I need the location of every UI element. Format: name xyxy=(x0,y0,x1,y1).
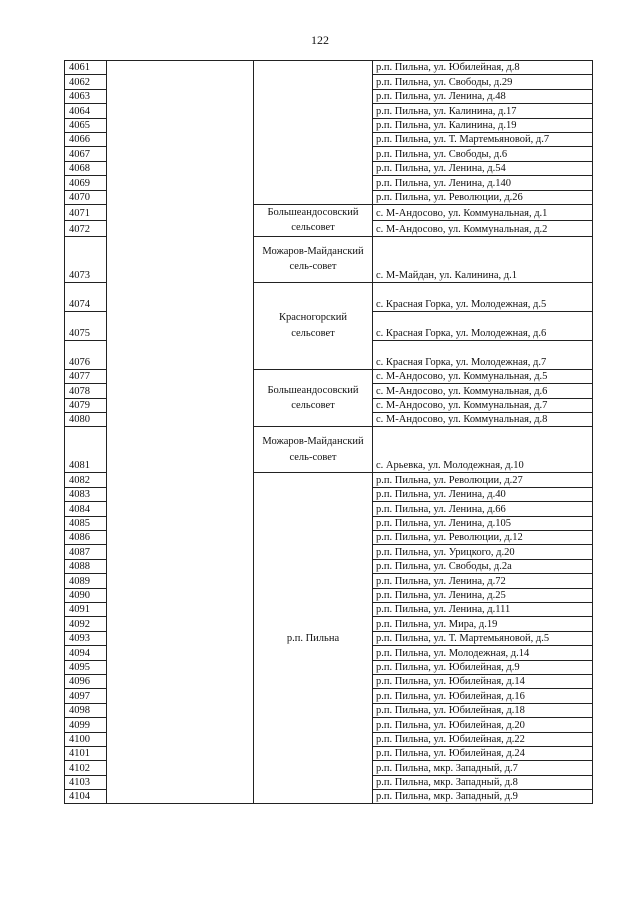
address-cell: р.п. Пильна, ул. Юбилейная, д.20 xyxy=(373,718,593,732)
page-number: 122 xyxy=(311,33,329,47)
address-cell: р.п. Пильна, ул. Юбилейная, д.8 xyxy=(373,61,593,75)
station-number: 4102 xyxy=(65,761,107,775)
station-number: 4085 xyxy=(65,516,107,530)
address-cell: р.п. Пильна, ул. Ленина, д.54 xyxy=(373,161,593,175)
address-cell: р.п. Пильна, ул. Революции, д.26 xyxy=(373,190,593,204)
address-cell: р.п. Пильна, мкр. Западный, д.7 xyxy=(373,761,593,775)
station-number: 4065 xyxy=(65,118,107,132)
station-number: 4068 xyxy=(65,161,107,175)
station-number: 4084 xyxy=(65,502,107,516)
address-cell: р.п. Пильна, ул. Ленина, д.72 xyxy=(373,574,593,588)
station-number: 4073 xyxy=(65,236,107,282)
address-cell: р.п. Пильна, ул. Ленина, д.140 xyxy=(373,176,593,190)
address-cell: р.п. Пильна, ул. Молодежная, д.14 xyxy=(373,646,593,660)
address-cell: р.п. Пильна, ул. Юбилейная, д.18 xyxy=(373,703,593,717)
station-number: 4066 xyxy=(65,132,107,146)
station-number: 4075 xyxy=(65,311,107,340)
address-cell: р.п. Пильна, ул. Свободы, д.6 xyxy=(373,147,593,161)
address-cell: р.п. Пильна, ул. Т. Мартемьяновой, д.5 xyxy=(373,631,593,645)
address-cell: р.п. Пильна, ул. Калинина, д.19 xyxy=(373,118,593,132)
station-number: 4096 xyxy=(65,674,107,688)
table-row xyxy=(65,61,593,75)
station-number: 4083 xyxy=(65,487,107,501)
address-cell: р.п. Пильна, ул. Калинина, д.17 xyxy=(373,104,593,118)
station-number: 4103 xyxy=(65,775,107,789)
address-cell: р.п. Пильна, ул. Революции, д.27 xyxy=(373,473,593,487)
locality-cell: Можаров-Майданский сель-совет xyxy=(254,427,373,473)
locality-cell: р.п. Пильна xyxy=(254,473,373,804)
station-number: 4095 xyxy=(65,660,107,674)
station-number: 4078 xyxy=(65,384,107,398)
address-cell: с. М-Андосово, ул. Коммунальная, д.1 xyxy=(373,204,593,220)
station-number: 4061 xyxy=(65,61,107,75)
address-cell: р.п. Пильна, ул. Т. Мартемьяновой, д.7 xyxy=(373,132,593,146)
address-cell: р.п. Пильна, ул. Юбилейная, д.16 xyxy=(373,689,593,703)
address-cell: р.п. Пильна, ул. Ленина, д.40 xyxy=(373,487,593,501)
locality-cell: Красногорский сельсовет xyxy=(254,282,373,369)
locality-cell xyxy=(254,61,373,205)
address-cell: с. Красная Горка, ул. Молодежная, д.6 xyxy=(373,311,593,340)
station-number: 4092 xyxy=(65,617,107,631)
address-cell: с. Арьевка, ул. Молодежная, д.10 xyxy=(373,427,593,473)
station-number: 4079 xyxy=(65,398,107,412)
station-number: 4089 xyxy=(65,574,107,588)
station-number: 4094 xyxy=(65,646,107,660)
address-cell: р.п. Пильна, ул. Ленина, д.25 xyxy=(373,588,593,602)
station-number: 4093 xyxy=(65,631,107,645)
address-cell: р.п. Пильна, ул. Мира, д.19 xyxy=(373,617,593,631)
empty-district-column xyxy=(107,61,254,804)
station-number: 4082 xyxy=(65,473,107,487)
station-number: 4063 xyxy=(65,89,107,103)
locality-cell: Большеандосовский сельсовет xyxy=(254,369,373,427)
station-number: 4080 xyxy=(65,413,107,427)
address-cell: с. М-Андосово, ул. Коммунальная, д.6 xyxy=(373,384,593,398)
station-number: 4104 xyxy=(65,790,107,804)
locality-cell: Большеандосовский сельсовет xyxy=(254,204,373,236)
address-cell: с. М-Андосово, ул. Коммунальная, д.2 xyxy=(373,220,593,236)
station-number: 4101 xyxy=(65,746,107,760)
station-number: 4091 xyxy=(65,602,107,616)
polling-stations-table-container xyxy=(64,60,593,804)
address-cell: р.п. Пильна, мкр. Западный, д.8 xyxy=(373,775,593,789)
address-cell: р.п. Пильна, мкр. Западный, д.9 xyxy=(373,790,593,804)
address-cell: р.п. Пильна, ул. Свободы, д.2а xyxy=(373,559,593,573)
address-cell: с. Красная Горка, ул. Молодежная, д.5 xyxy=(373,282,593,311)
station-number: 4098 xyxy=(65,703,107,717)
address-cell: р.п. Пильна, ул. Юбилейная, д.9 xyxy=(373,660,593,674)
address-cell: с. М-Майдан, ул. Калинина, д.1 xyxy=(373,236,593,282)
station-number: 4076 xyxy=(65,340,107,369)
polling-stations-table xyxy=(64,60,593,804)
station-number: 4100 xyxy=(65,732,107,746)
station-number: 4086 xyxy=(65,531,107,545)
address-cell: р.п. Пильна, ул. Урицкого, д.20 xyxy=(373,545,593,559)
station-number: 4097 xyxy=(65,689,107,703)
address-cell: р.п. Пильна, ул. Юбилейная, д.14 xyxy=(373,674,593,688)
station-number: 4069 xyxy=(65,176,107,190)
station-number: 4088 xyxy=(65,559,107,573)
address-cell: р.п. Пильна, ул. Ленина, д.105 xyxy=(373,516,593,530)
address-cell: р.п. Пильна, ул. Юбилейная, д.22 xyxy=(373,732,593,746)
address-cell: с. М-Андосово, ул. Коммунальная, д.5 xyxy=(373,369,593,383)
address-cell: с. М-Андосово, ул. Коммунальная, д.8 xyxy=(373,413,593,427)
station-number: 4072 xyxy=(65,220,107,236)
address-cell: р.п. Пильна, ул. Ленина, д.66 xyxy=(373,502,593,516)
station-number: 4071 xyxy=(65,204,107,220)
address-cell: р.п. Пильна, ул. Юбилейная, д.24 xyxy=(373,746,593,760)
address-cell: с. Красная Горка, ул. Молодежная, д.7 xyxy=(373,340,593,369)
address-cell: с. М-Андосово, ул. Коммунальная, д.7 xyxy=(373,398,593,412)
station-number: 4067 xyxy=(65,147,107,161)
address-cell: р.п. Пильна, ул. Ленина, д.111 xyxy=(373,602,593,616)
station-number: 4074 xyxy=(65,282,107,311)
station-number: 4070 xyxy=(65,190,107,204)
locality-cell: Можаров-Майданский сель-совет xyxy=(254,236,373,282)
station-number: 4081 xyxy=(65,427,107,473)
station-number: 4090 xyxy=(65,588,107,602)
station-number: 4099 xyxy=(65,718,107,732)
station-number: 4077 xyxy=(65,369,107,383)
station-number: 4064 xyxy=(65,104,107,118)
address-cell: р.п. Пильна, ул. Ленина, д.48 xyxy=(373,89,593,103)
station-number: 4087 xyxy=(65,545,107,559)
address-cell: р.п. Пильна, ул. Революции, д.12 xyxy=(373,531,593,545)
address-cell: р.п. Пильна, ул. Свободы, д.29 xyxy=(373,75,593,89)
station-number: 4062 xyxy=(65,75,107,89)
